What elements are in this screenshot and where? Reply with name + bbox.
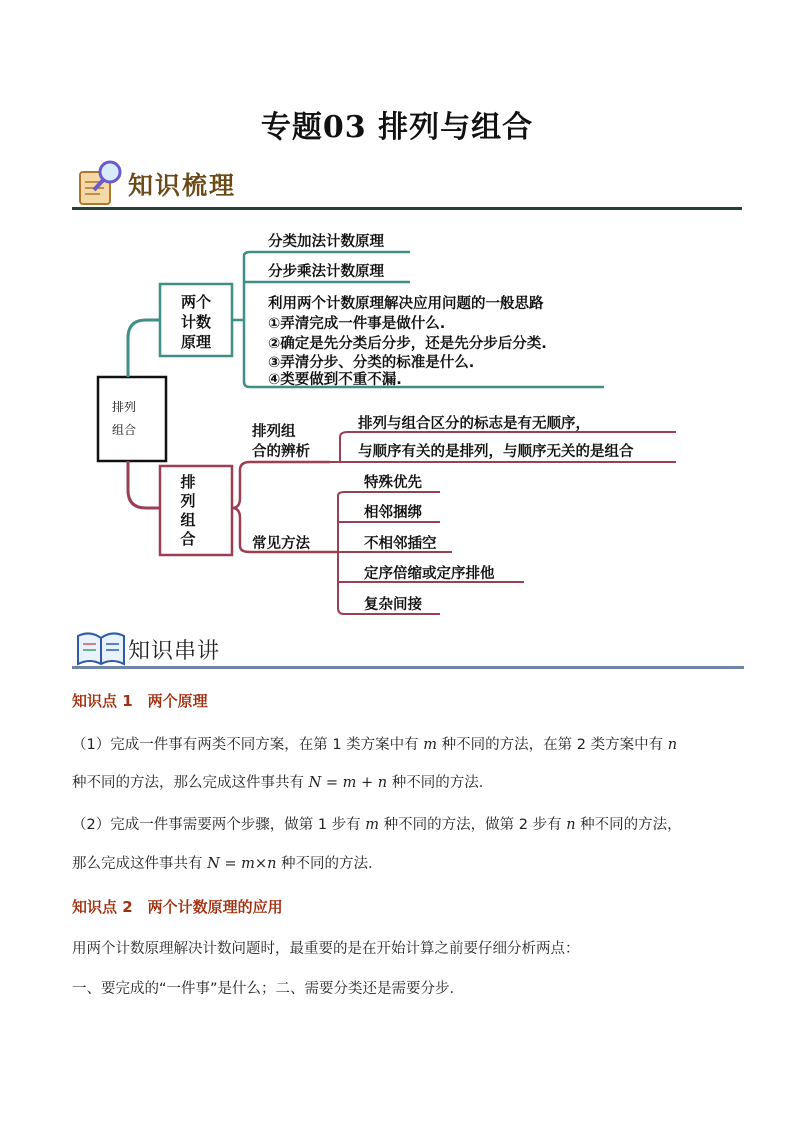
branch1-label-1: 两个 bbox=[180, 293, 212, 311]
branch2-label-3: 组 bbox=[180, 511, 196, 529]
mind-map-root-box bbox=[98, 377, 166, 461]
kp1-paragraph-1-line-1: （1）完成一件事有两类不同方案，在第 1 类方案中有 m 种不同的方法，在第 2 类方案中有 n bbox=[72, 737, 678, 753]
step-2: ②确定是先分类后分步，还是先分步后分类. bbox=[268, 336, 547, 352]
mind-map-root-label-1: 排列 bbox=[112, 400, 137, 414]
leaf-addition-principle: 分类加法计数原理 bbox=[268, 234, 384, 250]
section-header-knowledge-lecture bbox=[72, 626, 742, 678]
step-1: ①弄清完成一件事是做什么. bbox=[268, 316, 446, 332]
magnifier-notepad-icon bbox=[74, 158, 128, 208]
branch2-label-2: 列 bbox=[180, 492, 196, 510]
mind-map-root-label-2: 组合 bbox=[112, 423, 137, 437]
method-special-first: 特殊优先 bbox=[364, 475, 422, 491]
method-indirect: 复杂间接 bbox=[364, 597, 422, 613]
mind-map bbox=[0, 212, 794, 627]
page-title: 专题03 排列与组合 bbox=[260, 110, 534, 145]
distinction-text-2: 与顺序有关的是排列，与顺序无关的是组合 bbox=[358, 444, 634, 460]
connector-root-to-permutation bbox=[128, 461, 160, 508]
formula-multiplication: N = m×n bbox=[207, 856, 277, 872]
section-label: 知识串讲 bbox=[128, 639, 221, 664]
knowledge-point-2-title: 知识点 2 两个计数原理的应用 bbox=[72, 898, 283, 916]
branch-box-permutation-combination bbox=[160, 466, 232, 555]
kp1-paragraph-2-line-2: 那么完成这件事共有 N = m×n 种不同的方法． bbox=[72, 856, 383, 872]
kp1-paragraph-2-line-1: （2）完成一件事需要两个步骤，做第 1 步有 m 种不同的方法，做第 2 步有 n 种不同的方法， bbox=[72, 817, 682, 833]
section-header-knowledge-review bbox=[72, 158, 742, 210]
step-4: ④类要做到不重不漏. bbox=[268, 372, 402, 388]
leaf-multiplication-principle: 分步乘法计数原理 bbox=[268, 264, 384, 280]
sub-distinction-label-1: 排列组 bbox=[252, 424, 296, 440]
steps-heading: 利用两个计数原理解决应用问题的一般思路 bbox=[268, 296, 544, 312]
branch1-label-3: 原理 bbox=[180, 333, 212, 351]
branch1-label-2: 计数 bbox=[180, 313, 212, 331]
section-label: 知识梳理 bbox=[128, 171, 237, 200]
knowledge-point-1-title: 知识点 1 两个原理 bbox=[72, 692, 208, 710]
branch2-label-1: 排 bbox=[180, 473, 196, 491]
section-divider bbox=[72, 207, 742, 210]
branch2-label-4: 合 bbox=[180, 530, 196, 548]
kp1-paragraph-1-line-2: 种不同的方法，那么完成这件事共有 N = m + n 种不同的方法． bbox=[72, 775, 494, 791]
connector-root-to-counting bbox=[128, 320, 160, 377]
kp2-line-1: 用两个计数原理解决计数问题时，最重要的是在开始计算之前要仔细分析两点： bbox=[72, 941, 580, 957]
distinction-text-1: 排列与组合区分的标志是有无顺序， bbox=[358, 416, 590, 432]
kp2-line-2: 一、要完成的“一件事”是什么；二、需要分类还是需要分步． bbox=[72, 981, 465, 997]
method-bundle-adjacent: 相邻捆绑 bbox=[364, 505, 422, 521]
sub-distinction-label-2: 合的辨析 bbox=[252, 444, 310, 460]
method-insert-gaps: 不相邻插空 bbox=[364, 536, 437, 552]
step-3: ③弄清分步、分类的标准是什么. bbox=[268, 355, 475, 371]
method-fixed-order: 定序倍缩或定序排他 bbox=[364, 566, 495, 582]
connector-sub-distinction bbox=[232, 462, 330, 508]
open-book-icon bbox=[74, 626, 128, 668]
section-divider bbox=[72, 666, 744, 669]
sub-methods-label: 常见方法 bbox=[252, 536, 310, 552]
formula-addition: N = m + n bbox=[308, 775, 388, 791]
